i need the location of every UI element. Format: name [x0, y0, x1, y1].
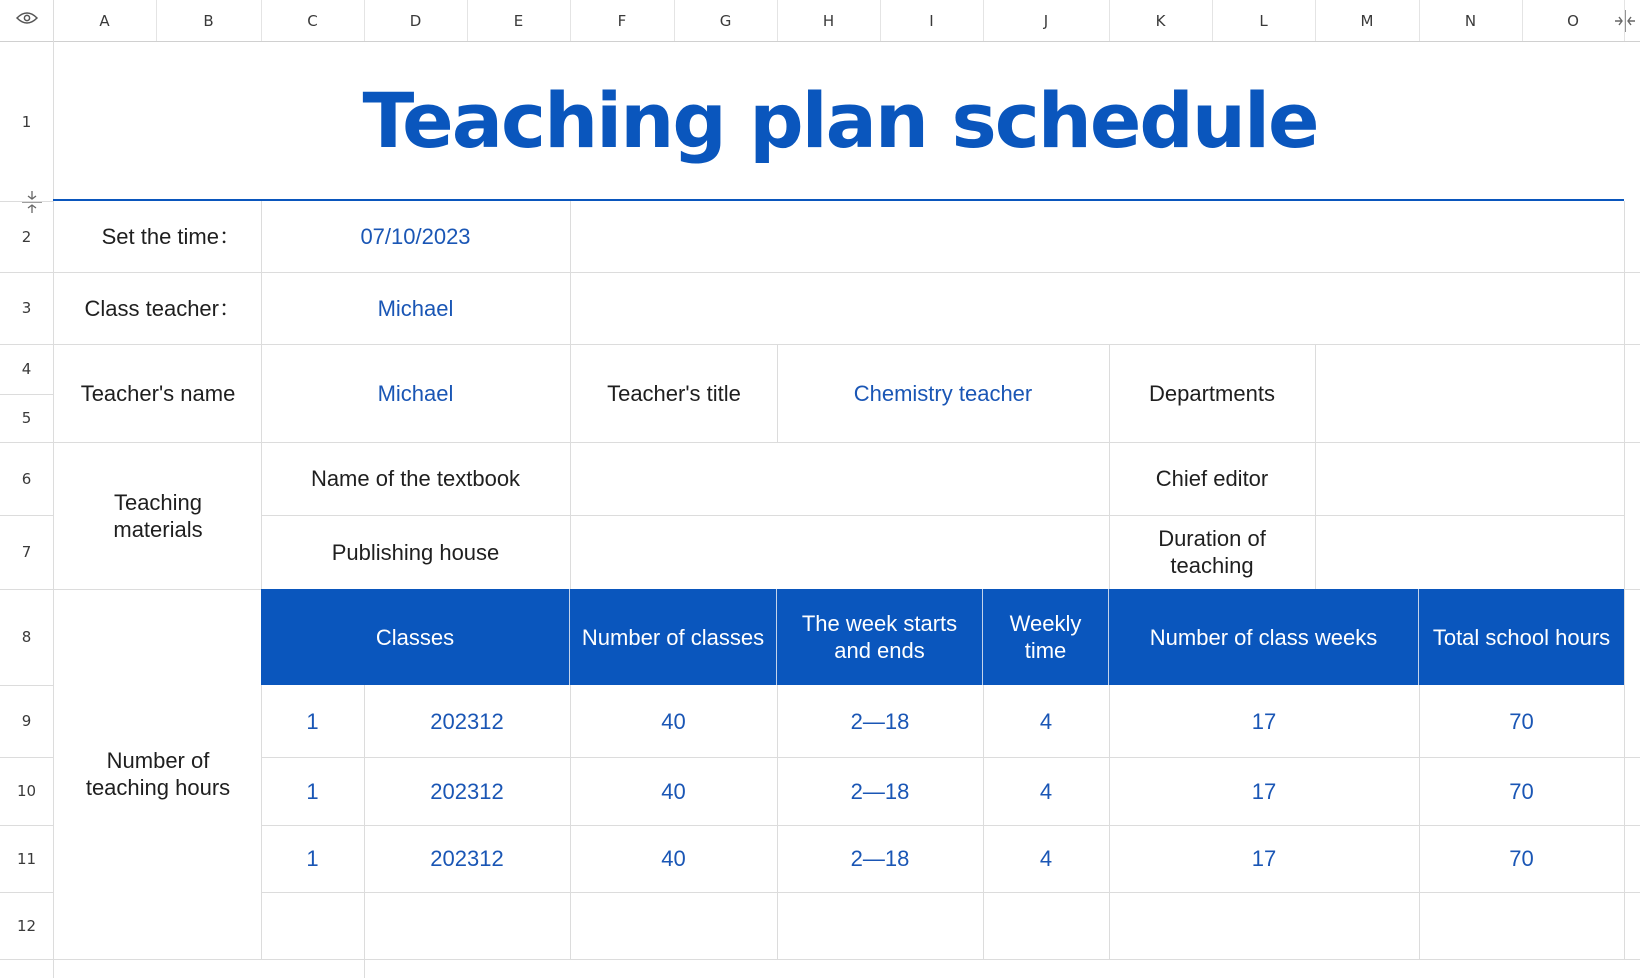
- header-weekly-time[interactable]: Weekly time: [983, 589, 1109, 685]
- grid-line: [53, 0, 54, 978]
- column-header-c[interactable]: C: [307, 11, 318, 30]
- grid-line: [156, 0, 157, 41]
- duration-label: Duration of teaching: [1158, 526, 1266, 578]
- header-total-school-hours[interactable]: Total school hours: [1419, 589, 1624, 685]
- column-header-h[interactable]: H: [822, 11, 835, 30]
- row-header-4[interactable]: 4: [21, 360, 32, 378]
- grid-line: [880, 0, 881, 41]
- column-header-k[interactable]: K: [1155, 11, 1166, 30]
- row-header-3[interactable]: 3: [21, 299, 32, 317]
- cell-class-code[interactable]: 202312: [430, 708, 504, 734]
- row-header-7[interactable]: 7: [21, 543, 32, 561]
- departments-label: Departments: [1149, 380, 1275, 406]
- cell-class-number[interactable]: 1: [306, 708, 319, 734]
- grid-line: [1522, 0, 1523, 41]
- teacher-name-label: Teacher's name: [80, 380, 236, 406]
- column-header-n[interactable]: N: [1464, 11, 1477, 30]
- grid-line: [261, 892, 1640, 893]
- column-header-a[interactable]: A: [99, 11, 110, 30]
- grid-line: [1419, 0, 1420, 41]
- grid-line: [1109, 0, 1110, 41]
- grid-line: [674, 0, 675, 41]
- cell-total-hours[interactable]: 70: [1509, 846, 1534, 871]
- column-header-j[interactable]: J: [1043, 11, 1049, 30]
- eye-icon[interactable]: [16, 11, 38, 30]
- cell-number-of-classes[interactable]: 40: [661, 778, 686, 804]
- grid-line: [364, 0, 365, 41]
- select-all-corner[interactable]: [0, 0, 53, 41]
- grid-line: [364, 959, 365, 978]
- cell-week-range[interactable]: 2—18: [850, 708, 910, 734]
- grid-line: [53, 959, 1640, 960]
- grid-line: [1624, 0, 1625, 41]
- column-header-f[interactable]: F: [617, 11, 627, 30]
- row-header-10[interactable]: 10: [16, 782, 37, 800]
- grid-line: [1315, 0, 1316, 41]
- chief-editor-label: Chief editor: [1155, 466, 1269, 491]
- grid-line: [0, 394, 53, 395]
- cell-weekly-time[interactable]: 4: [1039, 708, 1053, 734]
- cell-week-range[interactable]: 2—18: [850, 778, 910, 804]
- teacher-name-value[interactable]: Michael: [377, 380, 454, 406]
- set-time-label: Set the time：: [101, 224, 241, 249]
- grid-line: [0, 959, 53, 960]
- row-header-11[interactable]: 11: [16, 849, 37, 868]
- grid-line: [0, 589, 53, 590]
- cell-week-range[interactable]: 2—18: [850, 846, 910, 871]
- teaching-hours-label: Number of teaching hours: [85, 748, 231, 800]
- class-teacher-value[interactable]: Michael: [377, 295, 454, 321]
- row-resize-icon[interactable]: [20, 189, 44, 215]
- grid-line: [0, 344, 53, 345]
- teacher-title-label: Teacher's title: [607, 380, 741, 406]
- header-classes[interactable]: Classes: [261, 589, 570, 685]
- set-time-value[interactable]: 07/10/2023: [360, 224, 471, 249]
- cell-weekly-time[interactable]: 4: [1039, 778, 1053, 804]
- cell-weekly-time[interactable]: 4: [1039, 846, 1053, 871]
- cell-number-of-classes[interactable]: 40: [661, 846, 686, 871]
- grid-line: [1624, 201, 1625, 959]
- teaching-materials-label: Teaching materials: [113, 489, 203, 542]
- row-header-8[interactable]: 8: [21, 628, 32, 646]
- teacher-title-value[interactable]: Chemistry teacher: [853, 380, 1033, 406]
- class-teacher-label: Class teacher：: [84, 295, 241, 321]
- cell-class-code[interactable]: 202312: [430, 778, 504, 804]
- grid-line: [467, 0, 468, 41]
- grid-line: [0, 685, 53, 686]
- cell-class-number[interactable]: 1: [306, 846, 319, 871]
- grid-line: [261, 0, 262, 41]
- row-header-12[interactable]: 12: [16, 916, 37, 935]
- column-header-e[interactable]: E: [513, 11, 524, 30]
- grid-line: [0, 515, 53, 516]
- column-resize-icon[interactable]: [1612, 8, 1638, 34]
- page-title: Teaching plan schedule: [362, 76, 1318, 165]
- grid-line: [1212, 0, 1213, 41]
- header-number-of-class-weeks[interactable]: Number of class weeks: [1109, 589, 1419, 685]
- row-header-6[interactable]: 6: [21, 469, 32, 488]
- column-header-l[interactable]: L: [1259, 11, 1268, 30]
- grid-line: [0, 757, 53, 758]
- textbook-label: Name of the textbook: [310, 466, 521, 491]
- header-week-starts-ends[interactable]: The week starts and ends: [777, 589, 983, 685]
- column-header-b[interactable]: B: [203, 11, 214, 30]
- publishing-house-label: Publishing house: [331, 539, 500, 565]
- grid-line: [0, 442, 53, 443]
- grid-line: [0, 825, 53, 826]
- row-header-2[interactable]: 2: [21, 227, 32, 246]
- column-header-o[interactable]: O: [1567, 11, 1579, 30]
- column-header-g[interactable]: G: [719, 11, 732, 30]
- cell-total-hours[interactable]: 70: [1509, 708, 1534, 734]
- cell-total-hours[interactable]: 70: [1509, 778, 1534, 804]
- cell-class-weeks[interactable]: 17: [1251, 846, 1277, 871]
- column-header-i[interactable]: I: [929, 11, 934, 30]
- grid-line: [0, 272, 53, 273]
- cell-class-number[interactable]: 1: [306, 778, 319, 804]
- grid-line: [0, 201, 53, 202]
- grid-line: [1315, 344, 1316, 589]
- column-header-d[interactable]: D: [409, 11, 422, 30]
- grid-line: [777, 0, 778, 41]
- grid-line: [0, 892, 53, 893]
- column-header-m[interactable]: M: [1360, 11, 1374, 30]
- grid-line: [983, 0, 984, 41]
- row-header-9[interactable]: 9: [21, 712, 32, 730]
- cell-class-weeks[interactable]: 17: [1251, 708, 1277, 734]
- row-header-5[interactable]: 5: [21, 409, 32, 427]
- header-number-of-classes[interactable]: Number of classes: [570, 589, 777, 685]
- cell-number-of-classes[interactable]: 40: [661, 708, 686, 734]
- row-header-1[interactable]: 1: [21, 112, 32, 131]
- cell-class-code[interactable]: 202312: [430, 846, 504, 871]
- cell-class-weeks[interactable]: 17: [1251, 778, 1277, 804]
- grid-line: [570, 0, 571, 41]
